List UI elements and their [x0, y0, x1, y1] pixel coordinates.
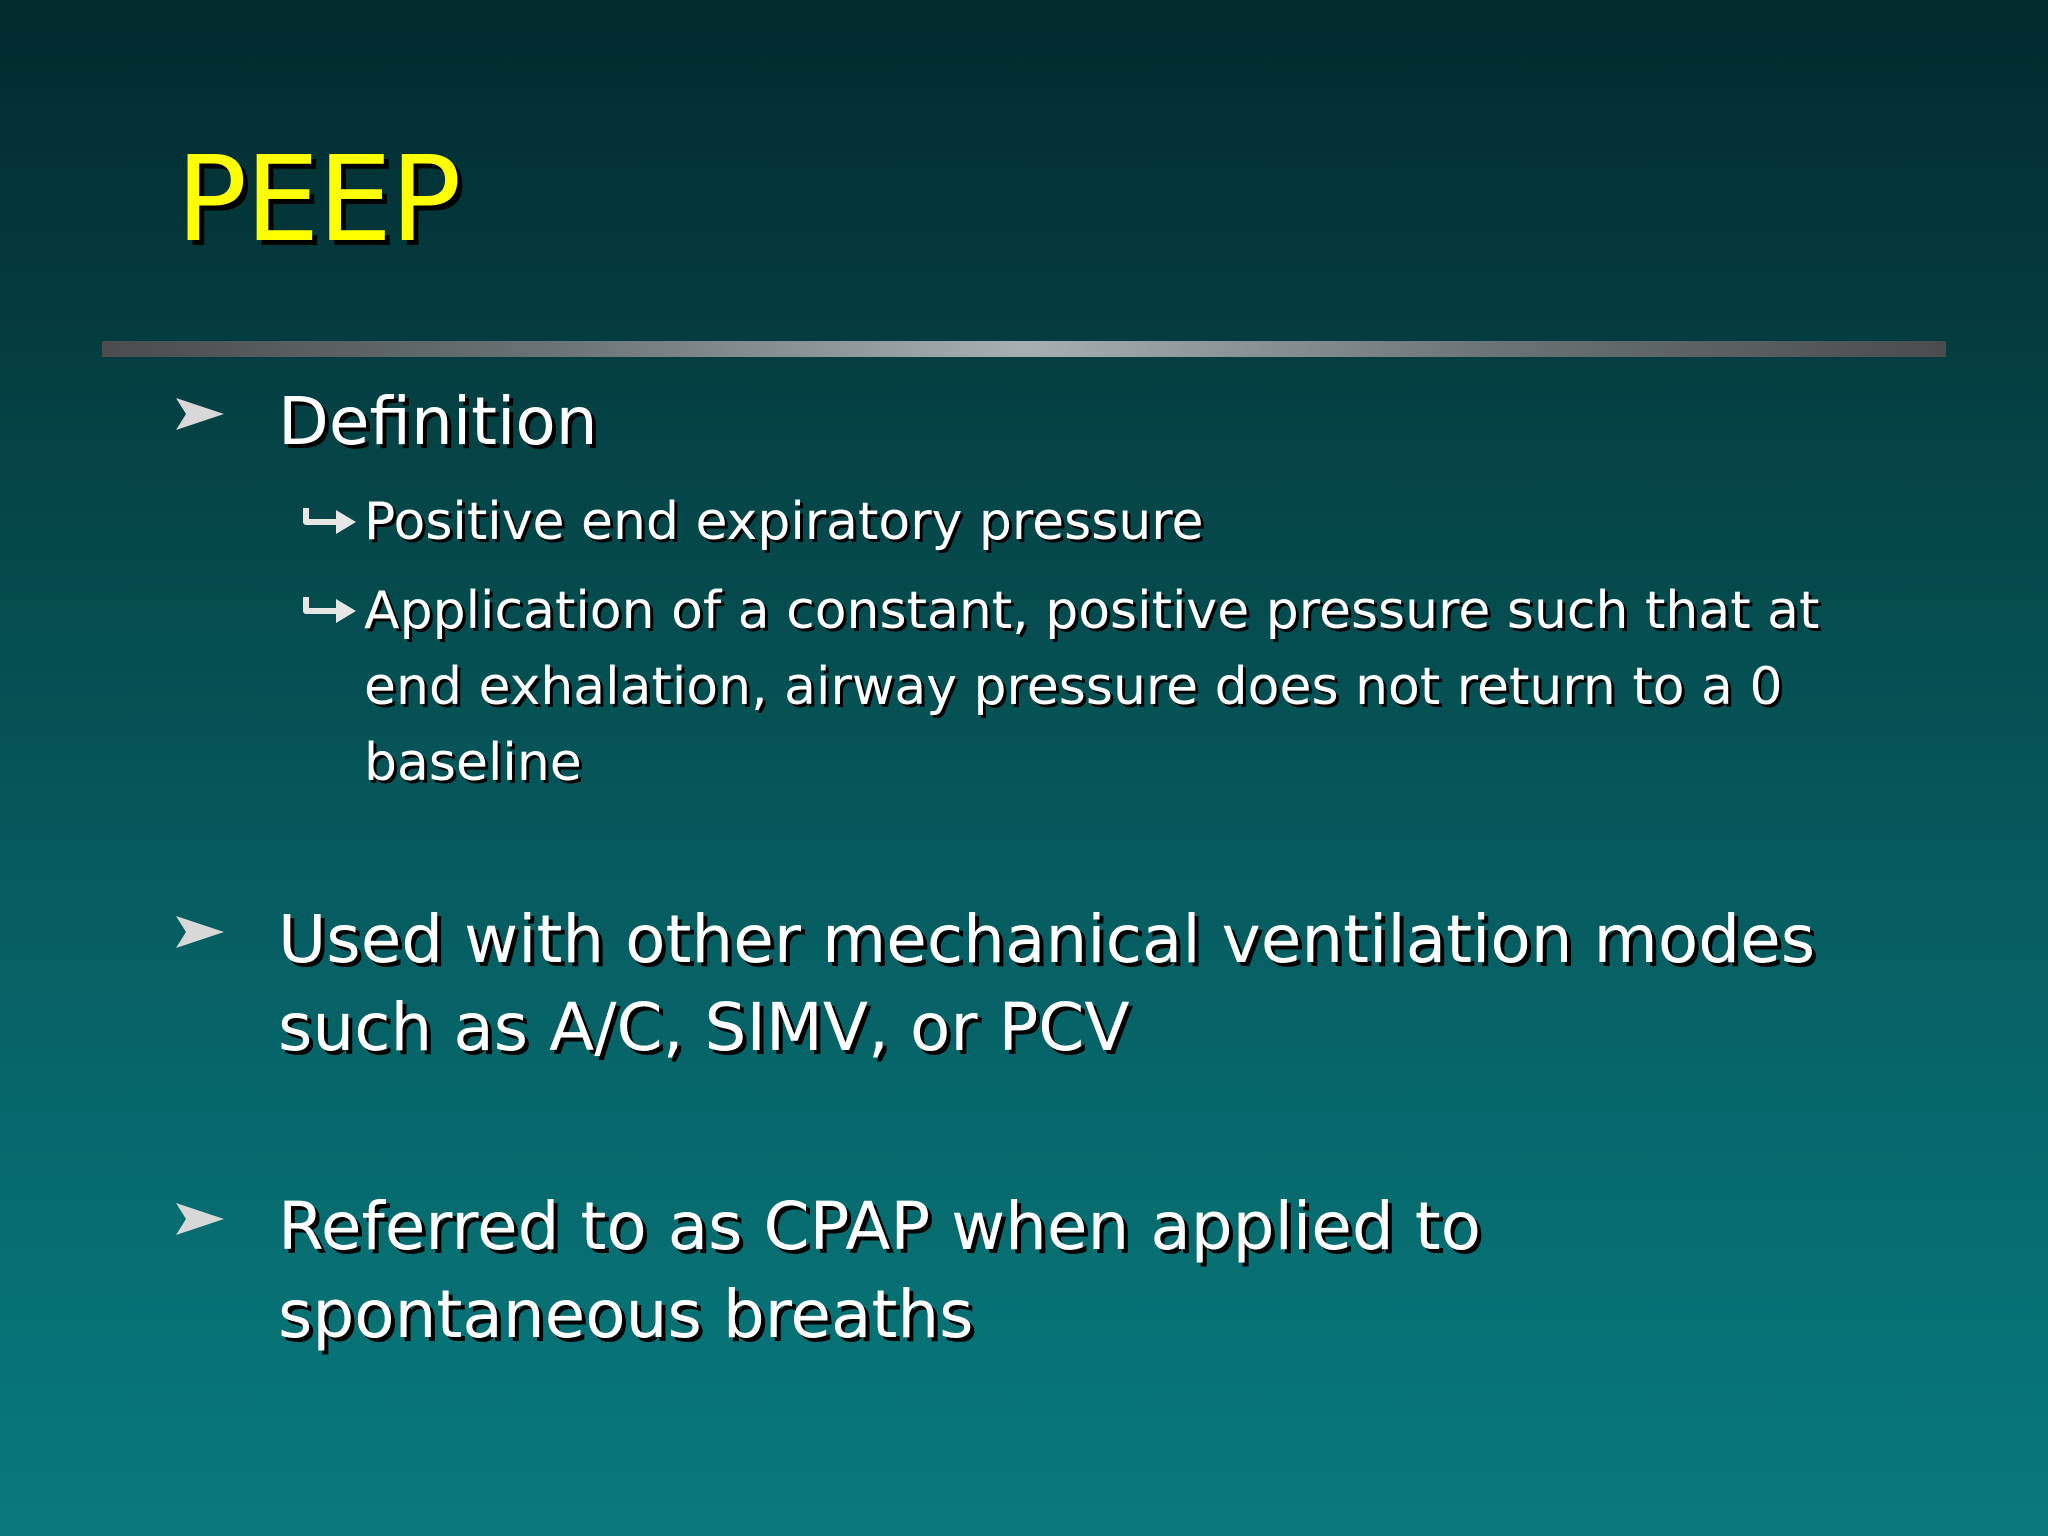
bullet-text: Definition — [278, 383, 598, 460]
arrowhead-bullet-icon — [176, 396, 224, 432]
arrowhead-bullet-icon — [176, 1201, 224, 1237]
bullet-definition — [176, 378, 1876, 814]
bullet-text: Used with other mechanical ventilation modes such as A/C, SIMV, or PCV — [278, 901, 1816, 1066]
bullet-text: Referred to as CPAP when applied to spontaneous breaths — [278, 1188, 1481, 1353]
bullet-referred-to — [176, 1183, 1876, 1359]
sub-bullet-item — [302, 484, 1876, 560]
hook-arrow-icon — [302, 593, 358, 629]
bullet-used-with — [176, 896, 1876, 1072]
sub-bullet-text: Application of a constant, positive pressure such that at end exhalation, airway pressure does not return to a 0 baseline — [364, 581, 1820, 793]
hook-arrow-icon — [302, 504, 358, 540]
sub-bullet-item — [302, 573, 1876, 801]
arrowhead-bullet-icon — [176, 914, 224, 950]
title-divider — [102, 341, 1946, 357]
sub-bullet-list — [302, 484, 1876, 801]
slide-title: PEEP — [176, 130, 460, 268]
sub-bullet-text: Positive end expiratory pressure — [364, 492, 1204, 552]
